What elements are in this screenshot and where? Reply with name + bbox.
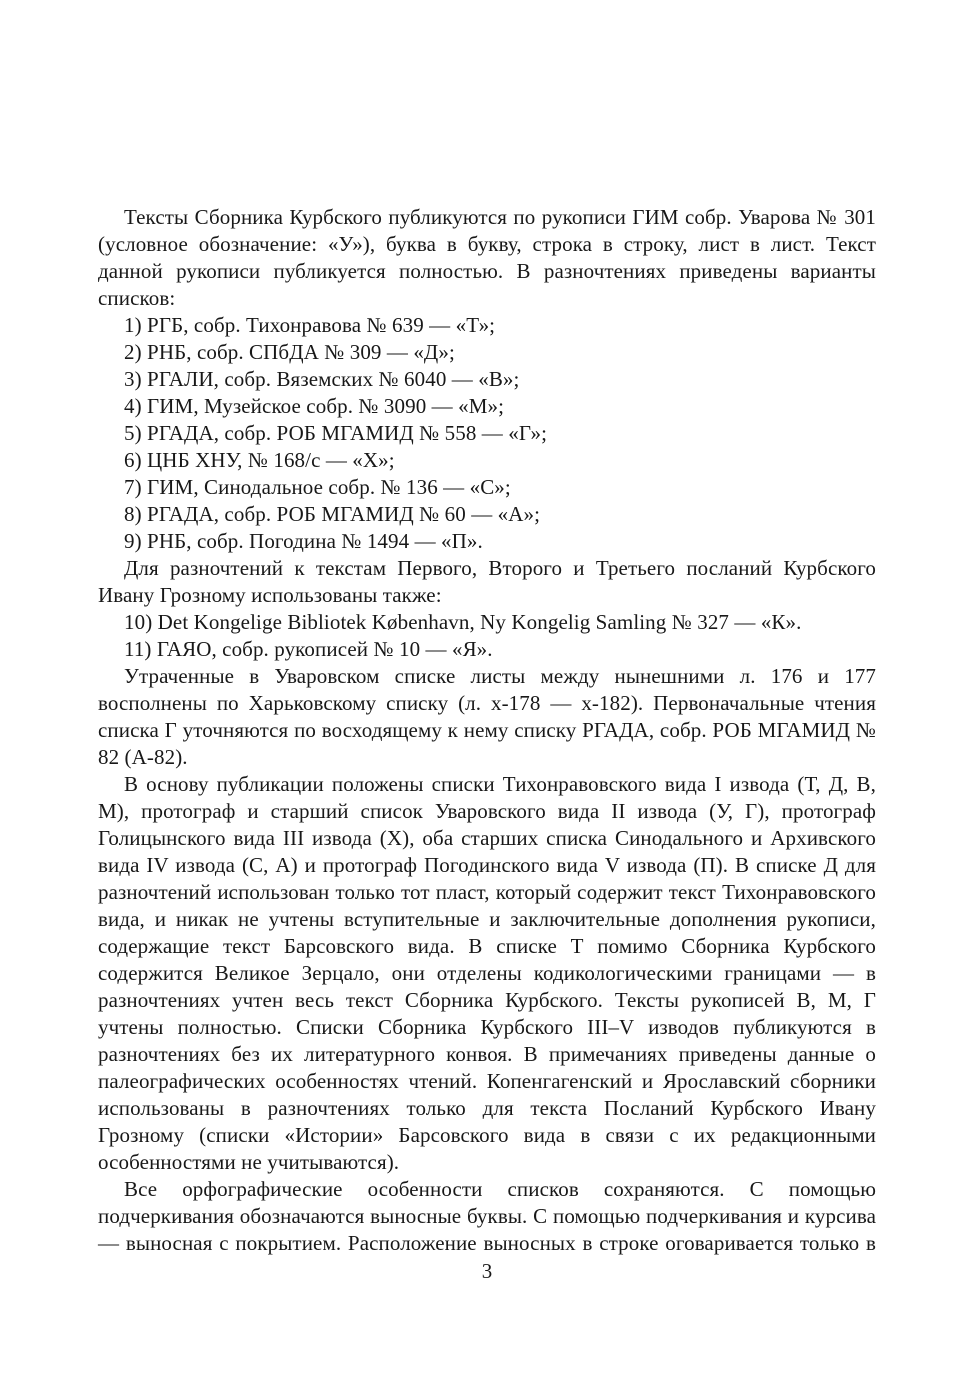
- list-item-11: 11) ГАЯО, собр. рукописей № 10 — «Я».: [124, 637, 493, 661]
- list-item-8: 8) РГАДА, собр. РОБ МГАМИД № 60 — «А»;: [124, 502, 541, 526]
- list-item-2: 2) РНБ, собр. СПбДА № 309 — «Д»;: [124, 340, 455, 364]
- text-block: [98, 204, 876, 1257]
- list-item-6: 6) ЦНБ ХНУ, № 168/с — «Х»;: [124, 448, 395, 472]
- list-item-1: 1) РГБ, собр. Тихонравова № 639 — «Т»;: [124, 313, 496, 337]
- paragraph-also-used: Для разночтений к текстам Первого, Второго и Третьего посланий Курбского Ивану Грозному использованы также:: [98, 556, 876, 607]
- list-item-5: 5) РГАДА, собр. РОБ МГАМИД № 558 — «Г»;: [124, 421, 548, 445]
- page-number: 3: [481, 1259, 493, 1283]
- list-item-3: 3) РГАЛИ, собр. Вяземских № 6040 — «В»;: [124, 367, 520, 391]
- list-item-10: 10) Det Kongelige Bibliotek København, Ny Kongelig Samling № 327 — «К».: [124, 610, 802, 634]
- paragraph-intro: Тексты Сборника Курбского публикуются по рукописи ГИМ собр. Уварова № 301 (условное обозначение: «У»), буква в букву, строка в строку, лист в лист. Текст данной рукописи публикуется полностью. В разночтениях приведены варианты списков:: [98, 205, 876, 310]
- list-item-7: 7) ГИМ, Синодальное собр. № 136 — «С»;: [124, 475, 511, 499]
- paragraph-orthography: Все орфографические особенности списков сохраняются. С помощью подчеркивания обозначаются выносные буквы. С помощью подчеркивания и курсива — выносная с покрытием. Расположение выносных в строке оговаривается только в: [98, 1177, 876, 1255]
- paragraph-basis: В основу публикации положены списки Тихонравовского вида I извода (Т, Д, В, М), протограф и старший список Уваровского вида II извода (У, Г), протограф Голицынского вида III извода (Х), оба старших списка Синодального и Архивского вида IV извода (С, А) и протограф Погодинского вида V извода (П). В списке Д для разночтений использован только тот пласт, который содержит текст Тихонравовского вида, и никак не учтены вступительные и заключительные дополнения рукописи, содержащие текст Барсовского вида. В списке Т помимо Сборника Курбского содержится Великое Зерцало, они отделены кодикологическими границами — в разночтениях учтен весь текст Сборника Курбского. Тексты рукописей В, М, Г учтены полностью. Списки Сборника Курбского III–V изводов публикуются в разночтениях без их литературного конвоя. В примечаниях приведены данные о палеографических особенностях чтений. Копенгагенский и Ярославский сборники использованы в разночтениях только для текста Посланий Курбского Ивану Грозному (списки «Истории» Барсовского вида в связи с их редакционными особенностями не учитываются).: [98, 772, 876, 1174]
- list-item-9: 9) РНБ, собр. Погодина № 1494 — «П».: [124, 529, 483, 553]
- paragraph-lost-leaves: Утраченные в Уваровском списке листы между нынешними л. 176 и 177 восполнены по Харьковскому списку (л. х-178 — х-182). Первоначальные чтения списка Г уточняются по восходящему к нему списку РГАДА, собр. РОБ МГАМИД № 82 (А-82).: [98, 664, 876, 769]
- list-item-4: 4) ГИМ, Музейское собр. № 3090 — «М»;: [124, 394, 505, 418]
